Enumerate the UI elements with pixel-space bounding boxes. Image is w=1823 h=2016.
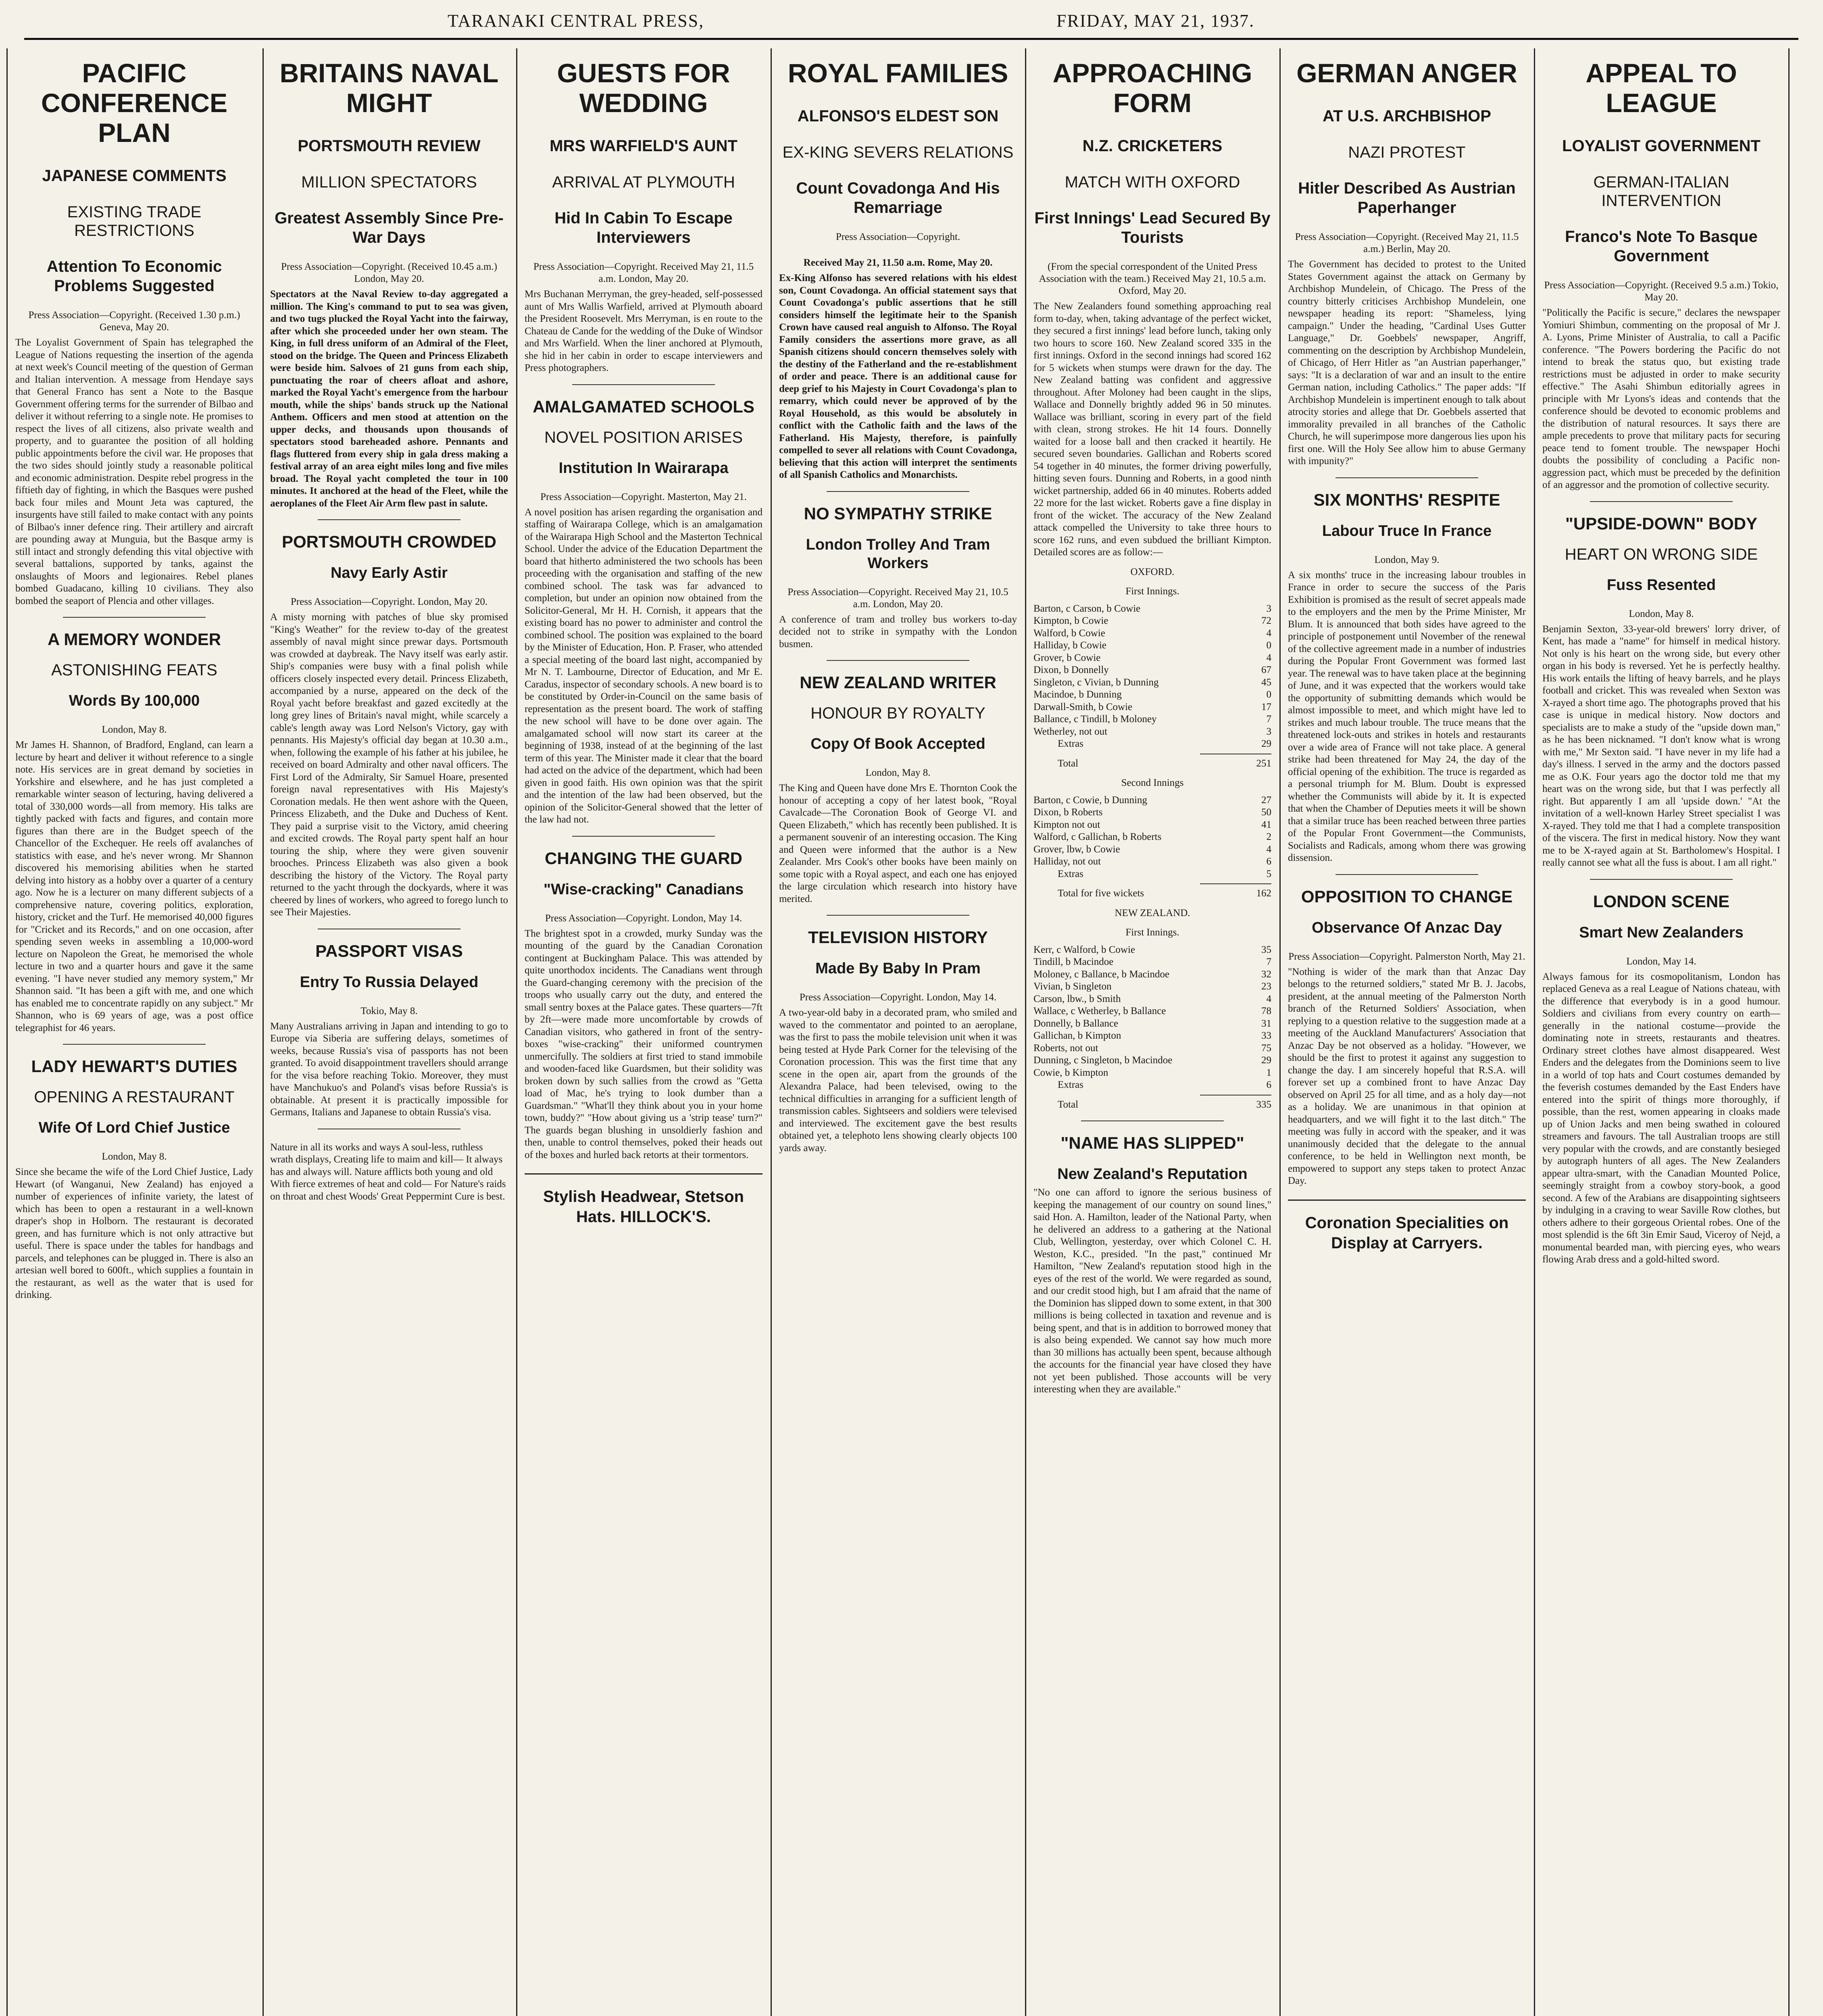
column-rule: [1025, 48, 1026, 2016]
dateline: Press Association—Copyright. London, May 14.: [799, 992, 997, 1003]
batsman: Moloney, c Ballance, b Macindoe: [1033, 968, 1170, 980]
section-subheading: Fuss Resented: [1606, 576, 1716, 594]
section-heading: AMALGAMATED SCHOOLS: [533, 397, 754, 416]
subheading: NAZI PROTEST: [1348, 144, 1466, 161]
score-row: [1033, 677, 1271, 689]
runs: 6: [1266, 856, 1271, 867]
runs: 29: [1261, 738, 1271, 749]
runs: 72: [1261, 615, 1271, 626]
section-heading: A MEMORY WONDER: [47, 630, 221, 649]
article-column-1: [15, 44, 253, 2016]
section-subheading: Made By Baby In Pram: [815, 960, 981, 977]
batsman: Grover, lbw, b Cowie: [1033, 843, 1120, 855]
score-total: [1033, 1099, 1271, 1111]
batsman: Cowie, b Kimpton: [1033, 1067, 1108, 1078]
separator: [572, 384, 715, 385]
runs: 32: [1261, 968, 1271, 980]
article-body: "No one can afford to ignore the serious business of keeping the management of our country on sound lines," said Hon. A. Hamilton, leader of the National Party, when he delivered an address to a gathering at the National Club, Wellington, yesterday, over which Colonel C. H. Weston, K.C., presided. "In the past," continued Mr Hamilton, "New Zealand's reputation stood high in the eyes of the rest of the world. We were regarded as sound, and our credit stood high, but I am afraid that the name of the Dominion has slipped down to some extent, in that 300 millions is being collected in taxation and revenue and is being spent, and that is in addition to borrowed money that is also being expended. We cannot say how much more than 30 millions has actually been spent, because although the accounts for the financial year have closed they have not yet been published. Those accounts will be very interesting when they are available.": [1033, 1187, 1271, 1395]
section-heading: "NAME HAS SLIPPED": [1060, 1133, 1244, 1152]
section-heading: CHANGING THE GUARD: [545, 848, 742, 868]
separator: [572, 836, 715, 837]
dateline: London, May 8.: [1629, 608, 1694, 619]
runs: 31: [1261, 1018, 1271, 1029]
runs: 335: [1256, 1099, 1271, 1110]
article-body: The Government has decided to protest to the United States Government against the attack on Germany by Archbishop Mundelein, of Chicago. The Press of the country bitterly criticises Archbishop Mundelein, one newspaper heading its report: "Shameless, lying campaign." Under the heading, "Cardinal Uses Gutter Language," Dr. Goebbels' newspaper, Angriff, commenting on the description by Archbishop Mundelein, of Chicago, of Herr Hitler as "an Austrian paperhanger," says: "It is a declaration of war and an insult to the entire German nation, including Catholics." The paper adds: "If Archbishop Mundelein is impertinent enough to talk about atrocity stories and allege that Dr. Goebbels asserted that immorality prevailed in all branches of the Catholic Church, he will superimpose more dangerous lies upon his first one. Will the Holy See allow him to abuse Germany with impunity?": [1288, 259, 1526, 467]
subheading: ARRIVAL AT PLYMOUTH: [552, 173, 735, 191]
subheading: Hid In Cabin To Escape Interviewers: [554, 209, 733, 246]
score-row: [1033, 615, 1271, 627]
batsman: Kerr, c Walford, b Cowie: [1033, 944, 1135, 955]
score-row: [1033, 738, 1271, 750]
article-body: Benjamin Sexton, 33-year-old brewers' lorry driver, of Kent, has made a "name" for himself in medical history. Not only is his heart on the wrong side, but every other organ in his body is reversed. Yet he is perfectly healthy. His work entails the lifting of heavy barrels, and he plays football and cricket. This was revealed when Sexton was X-rayed a short time ago. The photographs proved that his case is unique in medical history. Now doctors and specialists are to make a study of the "upside down man," as he has been nicknamed. "I don't know what is wrong with me," Mr Sexton said. "I have never in my life had a day's illness. I served in the army and the doctors passed me as O.K. Four years ago the doctor told me that my heart was on the wrong side, but that I was perfectly all right. But apparently I am all 'upside down.' "At the invitation of a well-known Harley Street specialist I was X-rayed. They told me that I had a complete transposition of the viscera. The first in medical history. Now they want me to be X-rayed again at St. Bartholomew's Hospital. I really cannot see what all the fuss is about. I am all right.": [1542, 623, 1780, 868]
article-column-6: [1288, 44, 1526, 2016]
total-label: Total: [1058, 758, 1079, 769]
runs: 4: [1266, 993, 1271, 1004]
subheading: Attention To Economic Problems Suggested: [46, 258, 222, 295]
runs: 4: [1266, 627, 1271, 639]
batsman: Macindoe, b Dunning: [1033, 689, 1122, 700]
subheading: LOYALIST GOVERNMENT: [1562, 137, 1760, 155]
runs: 78: [1261, 1006, 1271, 1016]
article-body: Ex-King Alfonso has severed relations with his eldest son, Count Covadonga. An official statement says that Count Covadonga's public assertions that he still considers himself the legitimate heir to the Spanish Crown have caused real anguish to Alfonso. The Royal Family considers the assertions more grave, as all Spanish citizens should concern themselves solely with the destiny of the Fatherland and the re-establishment of order and peace. There is an additional cause for deep grief to his Majesty in Court Covadonga's plan to remarry, which could never be approved of by the Royal Household, as this would be absolutely in conflict with the Catholic faith and the laws of the Fatherland. His Majesty, therefore, is painfully compelled to sever all relations with Count Covadonga, believing that this action will interpret the sentiments of all Spanish Catholics and Monarchists.: [779, 273, 1017, 480]
advertisement-verse: Nature in all its works and ways A soul-less, ruthless wrath displays, Creating life to maim and kill— It always has and always will. Nature afflicts both young and old With fierce extremes of heat and cold— For Nature's raids on throat and chest Woods' Great Peppermint Cure is best.: [270, 1141, 506, 1202]
column-rule: [516, 48, 517, 2016]
subheading: EXISTING TRADE RESTRICTIONS: [67, 203, 202, 240]
subheading: MATCH WITH OXFORD: [1065, 173, 1240, 191]
runs: 29: [1261, 1055, 1271, 1066]
runs: 33: [1261, 1030, 1271, 1041]
runs: 3: [1266, 726, 1271, 737]
subheading: Count Covadonga And His Remarriage: [796, 179, 1000, 217]
article-body: The brightest spot in a crowded, murky Sunday was the mounting of the guard by the Canadian Coronation contingent at Buckingham Palace. This was attended by quite unorthodox incidents. The Canadians went through the Guard-changing ceremony with the precision of the troops who usually carry out the duty, and entered the small sentry boxes at the Palace gates. These quarters—7ft by 2ft—were made more uncomfortable by crowds of Canadian visitors, who gathered in front of the sentry-boxes "wise-cracking" their uniformed countrymen unmercifully. The soldiers at first tried to stand immobile and wooden-faced like Guardsmen, but their solidity was broken down by such sallies from the crowd as "Getta load of Mac, he's trying to look dumber than a Guardsman." "What'll they think about you in your home town, buddy?" "How about giving us a 'strip tease' turn?" The guards began blushing in unsoldierly fashion and then, unable to control themselves, poked their heads out of the boxes and hurled back retorts at their tormentors.: [525, 928, 763, 1160]
score-row: [1033, 639, 1271, 652]
score-row: [1033, 603, 1271, 615]
runs: 1: [1266, 1067, 1271, 1078]
advertisement: Coronation Specialities on Display at Carryers.: [1288, 1200, 1526, 1253]
runs: 17: [1261, 701, 1271, 712]
batsman: Wetherley, not out: [1033, 726, 1108, 737]
score-row: [1033, 968, 1271, 981]
scoreboard: [1033, 566, 1271, 1111]
section-subheading: HONOUR BY ROYALTY: [810, 704, 985, 722]
article-body: Many Australians arriving in Japan and intending to go to Europe via Siberia are suffering delays, sometimes of weeks, because Russia's visa of passports has not been granted. To avoid disappointment travellers should arrange for the visa before reaching Tokio. Moreover, they must have Manchukuo's and Poland's visas before Russia's is obtainable. At present it is practically impossible for Germans, Italians and Japanese to obtain Russia's visa.: [270, 1020, 508, 1118]
separator: [1335, 874, 1478, 875]
dateline: London, May 8.: [102, 1151, 167, 1162]
score-row: [1033, 689, 1271, 701]
runs: 67: [1261, 664, 1271, 675]
batsman: Walford, c Gallichan, b Roberts: [1033, 831, 1162, 842]
batsman: Wallace, c Wetherley, b Ballance: [1033, 1006, 1166, 1016]
dateline: Press Association—Copyright.: [835, 231, 960, 242]
section-heading: LONDON SCENE: [1593, 891, 1730, 911]
separator: [827, 915, 969, 916]
article-body: A conference of tram and trolley bus workers to-day decided not to strike in sympathy with the London busmen.: [779, 614, 1017, 650]
batsman: Barton, c Cowie, b Dunning: [1033, 794, 1147, 806]
separator: [827, 660, 969, 661]
runs: 251: [1256, 758, 1271, 769]
dateline: Press Association—Copyright. Received May 21, 11.5 a.m. London, May 20.: [533, 261, 754, 284]
batsman: Ballance, c Tindill, b Moloney: [1033, 714, 1157, 725]
separator: [1590, 501, 1733, 502]
article-column-7: [1542, 44, 1780, 2016]
section-subheading: ASTONISHING FEATS: [51, 661, 217, 679]
separator: [1590, 879, 1733, 880]
batsman: Barton, c Carson, b Cowie: [1033, 603, 1141, 614]
section-heading: NEW ZEALAND WRITER: [800, 673, 996, 692]
batsman: Roberts, not out: [1033, 1042, 1098, 1054]
runs: 4: [1266, 843, 1271, 855]
paper-name: TARANAKI CENTRAL PRESS,: [448, 11, 704, 31]
headline: BRITAINS NAVAL MIGHT: [279, 58, 499, 118]
batsman: Darwall-Smith, b Cowie: [1033, 701, 1133, 712]
batsman: Dunning, c Singleton, b Macindoe: [1033, 1055, 1173, 1066]
batsman: Extras: [1058, 738, 1083, 749]
batsman: Gallichan, b Kimpton: [1033, 1030, 1121, 1041]
article-body: A two-year-old baby in a decorated pram, who smiled and waved to the commentator and pointed to an aeroplane, was the first to pass the mobile television unit when it was being tested at Hyde Park Corner for the televising of the Coronation procession. This was the first time that any scene in the open air, apart from the grounds of the Alexandra Palace, had been televised, owing to the technical difficulties in arranging for a sufficient length of transmission cables. Sightseers and soldiers were televised and interviewed. The excitement gave the best results obtained yet, a telephoto lens showing clearly objects 100 yards away.: [779, 1007, 1017, 1154]
section-heading: LADY HEWART'S DUTIES: [31, 1057, 238, 1076]
batsman: Donnelly, b Ballance: [1033, 1018, 1119, 1029]
headline: GUESTS FOR WEDDING: [557, 58, 730, 118]
separator: [63, 617, 206, 618]
runs: 162: [1256, 888, 1271, 899]
score-row: [1033, 843, 1271, 856]
score-row: [1033, 1005, 1271, 1018]
dateline: Press Association—Copyright. Received May 21, 10.5 a.m. London, May 20.: [788, 586, 1008, 610]
section-heading: NO SYMPATHY STRIKE: [804, 504, 992, 523]
runs: 5: [1266, 868, 1271, 879]
section-subheading: Copy Of Book Accepted: [810, 735, 985, 752]
score-total: [1033, 887, 1271, 900]
batsman: Extras: [1058, 868, 1083, 879]
article-column-4: [779, 44, 1017, 2016]
subheading: GERMAN-ITALIAN INTERVENTION: [1593, 173, 1729, 210]
score-row: [1033, 1054, 1271, 1067]
section-subheading: Institution In Wairarapa: [558, 459, 729, 477]
column-rule: [263, 48, 264, 2016]
score-row: [1033, 944, 1271, 956]
batsman: Dixon, b Roberts: [1033, 807, 1103, 818]
runs: 50: [1261, 807, 1271, 818]
runs: 0: [1266, 689, 1271, 700]
section-subheading: Labour Truce In France: [1322, 522, 1492, 539]
section-subheading: London Trolley And Tram Workers: [806, 536, 990, 572]
subheading: Greatest Assembly Since Pre-War Days: [275, 209, 504, 246]
article-body: The Loyalist Government of Spain has telegraphed the League of Nations requesting the insertion of the agenda at next week's Council meeting of the question of German and Italian intervention. A message from Hendaye says that General Franco has sent a Note to the Basque Government offering terms for the surrender of Bilbao and deliver it without referring to a single note. He promises to respect the lives of all citizens, also private wealth and property, and to guarantee the position of all holding public appointments before the civil war. He proposes that the two sides should jointly study a reasonable political and economic administration. Despite rebel progress in the fiftieth day of fighting, in which the Basques were pushed back four miles and Mount Jeta was captured, the insurgents have still failed to make contact with any points of Bilbao's inner defence ring. Their artillery and aircraft are pounding away at Munguia, but the Basque army is still intact and strongly defending this vital objective with several battalions, supported by tanks, against the onslaughts of Moors and legionaires. Rebel planes bombed Guadacano, killing 10 civilians. They also bombed the seaport of Plencia and other villages.: [15, 337, 253, 606]
article-column-5: [1033, 44, 1271, 2016]
score-total: [1033, 758, 1271, 770]
dateline: Press Association—Copyright. London, May 14.: [545, 912, 742, 924]
runs: 2: [1266, 831, 1271, 842]
score-row: [1033, 806, 1271, 819]
runs: 3: [1266, 603, 1271, 614]
subheading: EX-KING SEVERS RELATIONS: [782, 144, 1014, 161]
dateline: Press Association—Copyright. Masterton, May 21.: [540, 491, 747, 502]
section-subheading: New Zealand's Reputation: [1057, 1166, 1248, 1183]
runs: 4: [1266, 652, 1271, 663]
article-body: The King and Queen have done Mrs E. Thornton Cook the honour of accepting a copy of her latest book, "Royal Cavalcade—The Coronation Book of George VI. and Queen Elizabeth," which has recently been published. It is a permanent souvenir of an interesting occasion. The King and Queen were informed that the author is a New Zealander. Mrs Cook's other books have been mainly on some topic with a Royal aspect, and each one has enjoyed the large circulation which research into history have merited.: [779, 783, 1017, 904]
subheading: First Innings' Lead Secured By Tourists: [1034, 209, 1271, 246]
score-row: [1033, 1079, 1271, 1091]
section-subheading: NOVEL POSITION ARISES: [544, 428, 743, 446]
runs: 41: [1261, 819, 1271, 830]
article-body: Since she became the wife of the Lord Chief Justice, Lady Hewart (of Wanganui, New Zealand) has enjoyed a number of experiences of infinite variety, the latest of which has been to open a restaurant in a well-known draper's shop in Holborn. The restaurant is decorated green, and has furniture which is not only attractive but useful. There is space under the tables for handbags and parcels, and telephones can be plugged in. There is also an artesian well bored to 600ft., which supplies a fountain in the restaurant, as well as the water that is used for drinking.: [15, 1166, 253, 1300]
batsman: Walford, b Cowie: [1033, 627, 1105, 639]
batsman: Grover, b Cowie: [1033, 652, 1101, 663]
dateline: Press Association—Copyright. Palmerston North, May 21.: [1288, 951, 1525, 962]
section-subheading: Wife Of Lord Chief Justice: [38, 1119, 230, 1136]
article-body: A novel position has arisen regarding the organisation and staffing of Wairarapa College, which is an amalgamation of the Wairarapa High School and the Masterton Technical School. Under the advice of the Education Department the board that hitherto administered the two schools has been proceeding with the organisation and staffing of the new combined school. The task was far advanced to completion, but under an opinion now obtained from the Solicitor-General, Mr H. H. Cornish, it appears that the existing board has no power to administer and control the combined school. The position was explained to the board by the Minister of Education, Hon. P. Fraser, who attended a special meeting of the board last night, accompanied by Mr N. T. Lambourne, Director of Education, and Mr E. Caradus, inspector of secondary schools. A new board is to be constituted by Order-in-Council on the same basis of representation as the present board. The work of staffing the new school will have to be done over again. The amalgamated school will now start its career at the beginning of 1938, instead of at the beginning of the last term of this year. The Minister made it clear that the board had acted on the advice of the department, which had been given in good faith. His own opinion was that the spirit and the intention of the law had been observed, but the opinion of the Solicitor-General showed that the letter of the law had not.: [525, 506, 763, 825]
dateline: Tokio, May 8.: [360, 1005, 418, 1016]
article-body: A misty morning with patches of blue sky promised "King's Weather" for the review to-day of the greatest assembly of naval might since prewar days. Portsmouth was crowded at daybreak. The Navy itself was early astir. Ship's companies were busy with a final polish while officers closely inspected every detail. Princess Elizabeth, accompanied by a nurse, appeared on the deck of the Royal yacht before breakfast and gazed excitedly at the long grey lines of Britain's naval might, while scarcely a cable's length away was Lord Nelson's Victory, gay with pennants. His Majesty's official day began at 10.30 a.m., when, following the example of his father at his jubilee, he received on board Admiralty and other naval officers. The First Lord of the Admiralty, Sir Samuel Hoare, presented foreign naval representatives with His Majesty's Coronation medals. He then went ashore with the Queen, Princess Elizabeth, and the Duke and Duchess of Kent. They paid a surprise visit to the Victory, amid cheering and excited crowds. The Royal party spent half an hour touring the ship, where they were given souvenir brooches. Princess Elizabeth was also given a book describing the history of the Victory. The Royal party returned to the yacht through the dockyards, where it was cheered by lines of workers, who agreed to forego lunch to see Their Majesties.: [270, 612, 508, 918]
section-heading: TELEVISION HISTORY: [808, 928, 988, 947]
dateline: London, May 14.: [1626, 956, 1696, 967]
score-row: [1033, 652, 1271, 664]
dateline: London, May 8.: [865, 767, 931, 778]
score-row: [1033, 1042, 1271, 1055]
dateline: Press Association—Copyright. (Received 9.5 a.m.) Tokio, May 20.: [1544, 280, 1779, 303]
section-subheading: Navy Early Astir: [330, 564, 448, 581]
section-heading: PORTSMOUTH CROWDED: [282, 532, 496, 551]
batsman: Kimpton, b Cowie: [1033, 615, 1108, 626]
subheading: JAPANESE COMMENTS: [42, 167, 227, 185]
total-label: Total for five wickets: [1058, 888, 1144, 899]
runs: 35: [1261, 944, 1271, 955]
scoreboard-innings: Second Innings: [1121, 777, 1184, 788]
scoreboard-innings: First Innings.: [1125, 927, 1179, 938]
article-body: Mrs Buchanan Merryman, the grey-headed, self-possessed aunt of Mrs Wallis Warfield, arrived at Plymouth aboard the President Roosevelt. Mrs Merryman, is en route to the Chateau de Cande for the wedding of the Duke of Windsor and Mrs Warfield. When the liner anchored at Plymouth, she hid in her cabin in order to escape interviewers and Press photographers.: [525, 289, 763, 373]
score-row: [1033, 627, 1271, 640]
dateline: London, May 8.: [102, 724, 167, 735]
subheading: AT U.S. ARCHBISHOP: [1323, 107, 1491, 125]
score-row: [1033, 868, 1271, 881]
article-body: A six months' truce in the increasing labour troubles in France in order to secure the success of the Paris Exhibition is promised as the result of secret appeals made to the employers and the men by the Prime Minister, Mr Blum. It is announced that both sides have agreed to the principle of postponement until November of the renewal of the collective agreement made in a number of industries during the Popular Front Government was formed last year. The renewal was to have taken place at the beginning of June, and it was expected that the workers would take the opportunity of submitting demands which would be almost impossible to meet, and which might have led to strikes and much labour trouble. The truce means that the threatened lock-outs and strikes in hotels and restaurants over a wide area of France will not take place. A general strike had been threatened for May 24, the day of the official opening of the exhibition. The truce is regarded as a personal triumph for M. Blum. Doubt is expressed whether the Communists will abide by it. It is expected that when the Chamber of Deputies meets it will be shown that a similar truce has been reached between three parties of the Popular Front Government—the Communists, Socialists and Radicals, among whom there was growing dissension.: [1288, 569, 1526, 863]
batsman: Carson, lbw., b Smith: [1033, 993, 1121, 1004]
separator: [827, 491, 969, 492]
runs: 23: [1261, 981, 1271, 992]
section-heading: "UPSIDE-DOWN" BODY: [1565, 514, 1758, 533]
section-heading: OPPOSITION TO CHANGE: [1301, 887, 1513, 906]
score-row: [1033, 993, 1271, 1006]
batsman: Kimpton not out: [1033, 819, 1100, 830]
top-rule: [24, 38, 1798, 40]
subheading: PORTSMOUTH REVIEW: [298, 137, 481, 155]
section-heading: PASSPORT VISAS: [315, 941, 463, 960]
article-column-3: [525, 44, 763, 2016]
scoreboard-team: NEW ZEALAND.: [1115, 907, 1190, 918]
dateline-received: Received May 21, 11.50 a.m. Rome, May 20.: [803, 257, 993, 268]
column-rule: [6, 48, 8, 2016]
score-row: [1033, 701, 1271, 714]
headline: ROYAL FAMILIES: [788, 58, 1008, 88]
advertisement: Stylish Headwear, Stetson Hats. HILLOCK'S.: [525, 1173, 763, 1227]
article-body: The New Zealanders found something approaching real form to-day, when, taking advantage of the perfect wicket, they secured a first innings' lead before lunch, taking only two hours to score 160. New Zealand scored 335 in the first innings. Oxford in the second innings had scored 162 for 5 wickets when stumps were drawn for the day. The New Zealand batting was confident and aggressive throughout. After Moloney had been caught in the slips, Wallace and Donnelly brightly added 96 in 50 minutes. Wallace was brilliant, scoring in every part of the field with clean, strong strokes. He hit 14 fours. Donnelly waited for a loose ball and then cracked it heartily. He secured seven boundaries. Gallichan and Roberts scored 54 together in 40 minutes, the former driving powerfully, hitting seven fours. Dunning and Roberts, in a good ninth wicket partnership, added 66 in 40 minutes. Roberts added 22 more for the last wicket. Roberts gave a fine display in front of the wicket. The accuracy of the New Zealand attack compelled the University to take three hours to score 162 runs, and even subdued the brilliant Kimpton. Detailed scores are as follow:—: [1033, 301, 1271, 558]
section-subheading: Words By 100,000: [69, 692, 200, 709]
scoreboard-innings: First Innings.: [1125, 586, 1179, 597]
subheading: Franco's Note To Basque Government: [1565, 228, 1758, 265]
section-subheading: Entry To Russia Delayed: [300, 973, 479, 991]
score-row: [1033, 819, 1271, 831]
runs: 6: [1266, 1079, 1271, 1090]
article-column-2: [270, 44, 508, 2016]
article-body: Spectators at the Naval Review to-day aggregated a million. The King's command to put to sea was given, and two tugs plucked the Royal Yacht into the fairway, after which she proceeded under her own steam. The King, in full dress uniform of an Admiral of the Fleet, stood on the bridge. The Queen and Princess Elizabeth were beside him. Salvoes of 21 guns from each ship, punctuating the roar of cheers afloat and ashore, marked the Royal Yacht's emergence from the harbour mouth, while the ships' bands struck up the National Anthem. Officers and men stood at attention on the upper decks, and thousands upon thousands of spectators stood bareheaded ashore. Pennants and flags fluttered from every ship in gala dress making a festival array of an area eight miles long and five miles broad. The Royal yacht completed the tour in 100 minutes. It anchored at the head of the Fleet, while the aeroplanes of the Fleet Air Arm flew past in salute.: [270, 289, 508, 509]
subheading: ALFONSO'S ELDEST SON: [797, 107, 999, 125]
score-row: [1033, 726, 1271, 738]
section-subheading: HEART ON WRONG SIDE: [1565, 545, 1758, 563]
dateline: (From the special correspondent of the United Press Association with the team.) Received May 21, 10.5 a.m. Oxford, May 20.: [1039, 261, 1266, 296]
column-rule: [1279, 48, 1281, 2016]
subheading: Hitler Described As Austrian Paperhanger: [1298, 179, 1516, 217]
article-body: Mr James H. Shannon, of Bradford, England, can learn a lecture by heart and deliver it without reference to a single note. His services are in great demand by societies in Yorkshire and elsewhere, and he has just completed a remarkable winter season of lecturing, having delivered a total of 330,000 words—all from memory. His talks are tightly packed with facts and figures, and contain more figures than there are in the Budget speech of the Chancellor of the Exchequer. He reels off avalanches of statistics with ease, and he's never wrong. Mr Shannon discovered his memorising abilities when he started delving into history as a hobby over a quarter of a century ago. Now he is a lecturer on many different subjects of a comprehensive nature, covering politics, exploration, history, cricket and the Turf. He memorised 40,000 figures for "Cricket and its Records," and on one occasion, after spending seven weeks in assembling a 10,000-word lecture on Napoleon the Great, he memorised the whole lecture in two and a quarter hours and gave it the same evening. "I have never studied any memory system," Mr Shannon said. "It has been a gift with me, and one which has enabled me to concentrate rapidly on any subject." Mr Shannon, who is 69 years of age, was a post office telegraphist for 46 years.: [15, 739, 253, 1033]
runs: 0: [1266, 640, 1271, 651]
separator: [63, 1044, 206, 1045]
runs: 27: [1261, 794, 1271, 806]
batsman: Vivian, b Singleton: [1033, 981, 1112, 992]
dateline: Press Association—Copyright. (Received 1.30 p.m.) Geneva, May 20.: [28, 310, 240, 333]
score-row: [1033, 1067, 1271, 1079]
article-body: "Nothing is wider of the mark than that Anzac Day belongs to the returned soldiers," stated Mr B. J. Jacobs, president, at the annual meeting of the Palmerston North branch of the Returned Soldiers' Association, when replying to a question relative to the suggestion made at a meeting of the Auckland Manufacturers' Association that Anzac Day be not observed as a holiday. "However, we should be the first to protest it against any suggestion to change the day. I am sincerely hopeful that R.S.A. will forever set up a combined front to have Anzac Day observed on April 25 for all time, and as a holy day—not as a holiday. We are unanimous in that opinion at headquarters, and we will fight it to the last ditch." The meeting was fully in accord with the speaker, and it was unanimously decided that the delegate to the annual conference, to be held in Wellington next month, be empowered to support any steps taken to protect Anzac Day.: [1288, 966, 1526, 1186]
headline: APPROACHING FORM: [1052, 58, 1252, 118]
section-subheading: "Wise-cracking" Canadians: [543, 881, 744, 898]
section-subheading: Smart New Zealanders: [1579, 924, 1744, 941]
article-body: "Politically the Pacific is secure," declares the newspaper Yomiuri Shimbun, commenting on the proposal of Mr J. A. Lyons, Prime Minister of Australia, to call a Pacific conference. "The Powers bordering the Pacific do not intend to break the status quo, but existing trade restrictions must be adjusted in order to make security effective." The Asahi Shimbun editorially agrees in principle with Mr Lyons's ideas and contends that the conference should be devoted to economic problems and the distribution of natural resources. It says there are ample precedents to prove that military pacts for securing peace tend to foment trouble. The newspaper Hochi doubts the possibility of concluding a Pacific non-aggression pact, which must be preceded by the definition of an aggressor and the promotion of collective security.: [1542, 307, 1780, 490]
score-row: [1033, 713, 1271, 726]
divider: [1200, 883, 1271, 884]
runs: 7: [1266, 956, 1271, 967]
column-rule: [771, 48, 772, 2016]
headline: GERMAN ANGER: [1296, 58, 1517, 88]
column-rule: [1788, 48, 1790, 2016]
masthead: [24, 7, 1798, 31]
score-row: [1033, 956, 1271, 968]
article-body: Always famous for its cosmopolitanism, London has replaced Geneva as a real League of Nations chateau, with the difference that everybody is in a good humour. Soldiers and civilians from every country on earth—generally in the national costume—provide the dominating note in streets, restaurants and theatres. Ordinary street clothes have almost disappeared. West Enders and the delegates from the Dominions seem to live in a world of top hats and Court costumes demanded by the feverish costumes demanded by the East Enders have entered into the spirit of things more thoroughly, if possible, than the rest, women appearing in cloaks made up of Union Jacks and men being swathed in coloured streamers and favours. The tall Australian troops are still very popular with the crowds, and are constantly besieged by autograph hunters of all ages. The New Zealanders appear ultra-smart, with the Canadian Mounted Police, seemingly straight from a cowboy story-book, a good second. A few of the Arabians are disappointing sightseers by indulging in a craving to wear Saville Row clothes, but others adhere to their gorgeous Oriental robes. One of the most splendid is the 6ft 3in Emir Saud, Viceroy of Nejd, a monumental bearded man, with piercing eyes, who wears flowing Arab dress and a gold-hilted sword.: [1542, 971, 1780, 1265]
batsman: Halliday, b Cowie: [1033, 640, 1106, 651]
dateline: Press Association—Copyright. London, May 20.: [290, 596, 488, 607]
score-row: [1033, 1030, 1271, 1042]
section-heading: SIX MONTHS' RESPITE: [1313, 490, 1500, 509]
score-row: [1033, 794, 1271, 807]
issue-date: FRIDAY, MAY 21, 1937.: [1056, 11, 1255, 31]
score-row: [1033, 981, 1271, 993]
section-subheading: Observance Of Anzac Day: [1312, 919, 1502, 936]
runs: 75: [1261, 1042, 1271, 1054]
headline: APPEAL TO LEAGUE: [1585, 58, 1737, 118]
dateline: Press Association—Copyright. (Received May 21, 11.5 a.m.) Berlin, May 20.: [1295, 231, 1519, 254]
batsman: Dixon, b Donnelly: [1033, 664, 1109, 675]
score-row: [1033, 856, 1271, 868]
batsman: Halliday, not out: [1033, 856, 1101, 867]
section-subheading: OPENING A RESTAURANT: [34, 1088, 235, 1106]
subheading: MILLION SPECTATORS: [301, 173, 477, 191]
score-row: [1033, 831, 1271, 843]
headline: PACIFIC CONFERENCE PLAN: [41, 58, 228, 148]
subheading: N.Z. CRICKETERS: [1082, 137, 1223, 155]
runs: 45: [1261, 677, 1271, 688]
subheading: MRS WARFIELD'S AUNT: [550, 137, 738, 155]
batsman: Extras: [1058, 1079, 1083, 1090]
scoreboard-team: OXFORD.: [1130, 566, 1175, 577]
score-row: [1033, 664, 1271, 677]
total-label: Total: [1058, 1099, 1079, 1110]
dateline: Press Association—Copyright. (Received 10.45 a.m.) London, May 20.: [281, 261, 498, 284]
separator: [1081, 1120, 1224, 1121]
batsman: Singleton, c Vivian, b Dunning: [1033, 677, 1159, 688]
separator: [1335, 477, 1478, 478]
score-row: [1033, 1018, 1271, 1030]
column-rule: [1534, 48, 1535, 2016]
runs: 7: [1266, 714, 1271, 725]
separator: [318, 519, 460, 520]
dateline: London, May 9.: [1374, 554, 1440, 565]
batsman: Tindill, b Macindoe: [1033, 956, 1114, 967]
